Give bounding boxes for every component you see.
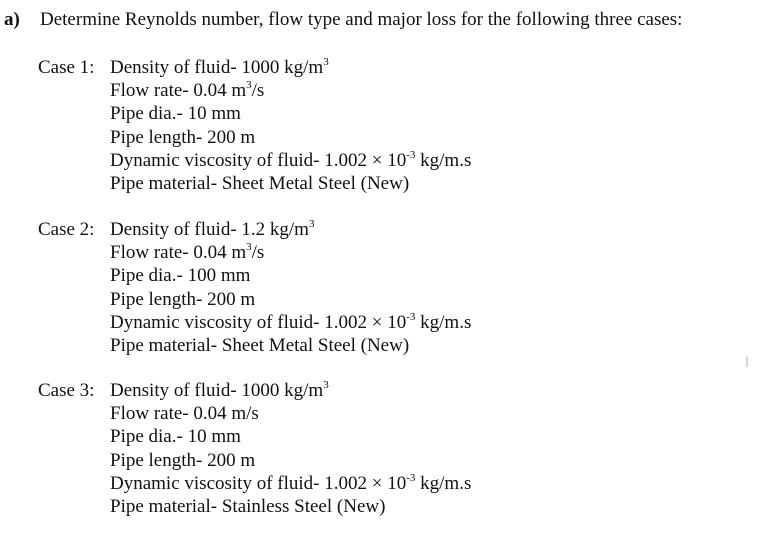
viscosity-unit: kg/m.s xyxy=(415,472,472,494)
flow-rate-exponent: 3 xyxy=(246,241,252,254)
viscosity-exponent: -3 xyxy=(406,310,416,323)
viscosity-line xyxy=(110,311,471,334)
case-label: Case 2: xyxy=(38,219,95,240)
flow-rate-exponent: 3 xyxy=(246,79,252,92)
flow-rate-text: Flow rate- 0.04 m xyxy=(110,242,247,264)
case-details xyxy=(110,56,471,195)
flow-rate-text: Flow rate- 0.04 m xyxy=(110,80,247,102)
density-line xyxy=(110,379,471,402)
pipe-material-line: Pipe material- Stainless Steel (New) xyxy=(110,496,386,518)
case-3 xyxy=(38,379,471,518)
viscosity-text: Dynamic viscosity of fluid- 1.002 × 10 xyxy=(110,311,407,333)
text-cursor-icon: I xyxy=(745,355,750,371)
pipe-dia-line: Pipe dia.- 100 mm xyxy=(110,265,251,287)
density-text: Density of fluid- 1000 kg/m xyxy=(110,380,324,401)
question-label: a) xyxy=(4,9,20,30)
viscosity-text: Dynamic viscosity of fluid- 1.002 × 10 xyxy=(110,472,407,494)
viscosity-line xyxy=(110,472,471,495)
density-exponent: 3 xyxy=(323,56,329,68)
flow-rate-unit: /s xyxy=(251,242,265,264)
viscosity-unit: kg/m.s xyxy=(415,149,472,171)
viscosity-exponent: -3 xyxy=(406,148,416,161)
pipe-material-line: Pipe material- Sheet Metal Steel (New) xyxy=(110,173,410,195)
pipe-dia-line: Pipe dia.- 10 mm xyxy=(110,426,241,448)
pipe-length-line: Pipe length- 200 m xyxy=(110,449,256,471)
flow-rate-unit: /s xyxy=(251,80,265,102)
case-label: Case 1: xyxy=(38,57,95,78)
viscosity-exponent: -3 xyxy=(406,471,416,484)
viscosity-line xyxy=(110,149,471,172)
question-text: Determine Reynolds number, flow type and major loss for the following three cases: xyxy=(40,9,683,30)
density-text: Density of fluid- 1000 kg/m xyxy=(110,57,324,78)
flow-rate-line: Flow rate- 0.04 m/s xyxy=(110,403,259,425)
case-details xyxy=(110,379,471,518)
flow-rate-line xyxy=(110,241,471,264)
density-line xyxy=(110,218,471,241)
pipe-length-line: Pipe length- 200 m xyxy=(110,288,256,310)
viscosity-unit: kg/m.s xyxy=(415,311,472,333)
viscosity-text: Dynamic viscosity of fluid- 1.002 × 10 xyxy=(110,149,407,171)
case-details xyxy=(110,218,471,357)
pipe-dia-line: Pipe dia.- 10 mm xyxy=(110,103,241,125)
question xyxy=(4,8,758,32)
case-label: Case 3: xyxy=(38,380,95,401)
case-1 xyxy=(38,56,471,195)
density-exponent: 3 xyxy=(308,218,315,230)
flow-rate-line xyxy=(110,79,471,102)
density-text: Density of fluid- 1.2 kg/m xyxy=(110,219,309,240)
pipe-length-line: Pipe length- 200 m xyxy=(110,126,256,148)
question-header xyxy=(4,8,758,32)
pipe-material-line: Pipe material- Sheet Metal Steel (New) xyxy=(110,335,410,357)
density-line xyxy=(110,56,471,79)
density-exponent: 3 xyxy=(323,379,329,391)
case-2 xyxy=(38,218,471,357)
